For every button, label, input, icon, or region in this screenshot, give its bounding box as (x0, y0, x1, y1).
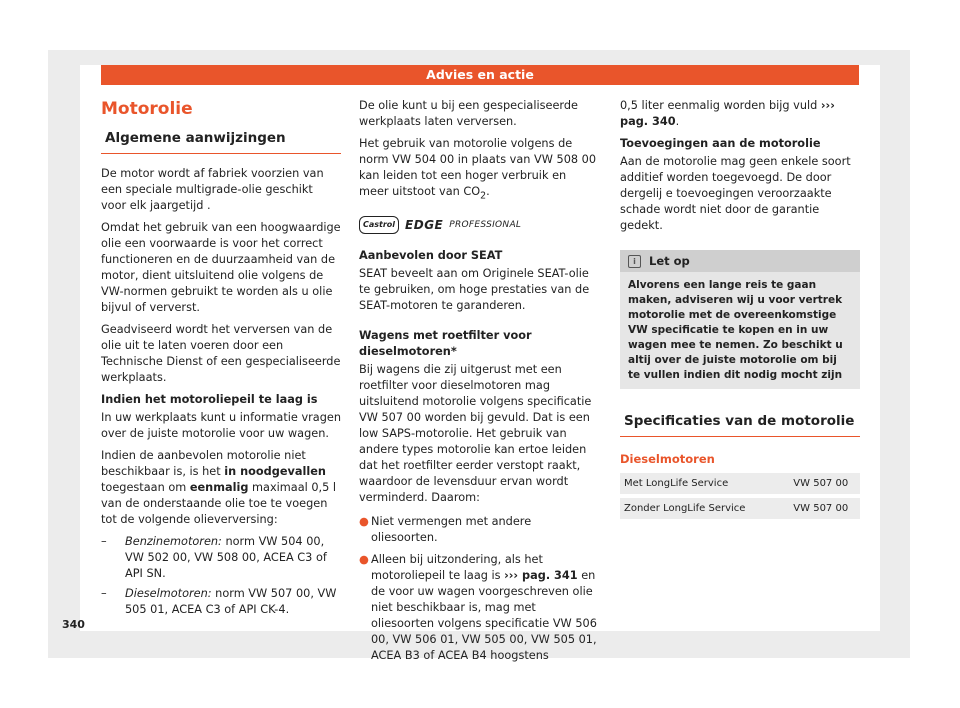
dash-marker: – (101, 587, 107, 600)
caution-note (620, 250, 860, 389)
paragraph-seat-oil: SEAT beveelt aan om Originele SEAT-olie te gebruiken, om hoge prestaties van de SEAT-motoren te garanderen. (359, 267, 590, 313)
column-middle (359, 98, 599, 670)
paragraph-co2: Het gebruik van motorolie volgens de norm VW 504 00 in plaats van VW 508 00 kan leiden tot een hoger verbruik en meer uitstoot van $CO_2$. (359, 137, 597, 202)
paragraph-workshop: In uw werkplaats kunt u informatie vragen over de juiste motorolie voor uw wagen. (101, 411, 341, 440)
section-heading-specs: Specificaties van de motorolie (620, 413, 860, 437)
castrol-edge-logo: Castrol EDGE PROFESSIONAL (359, 216, 599, 234)
page-title: Motorolie (101, 99, 193, 119)
table-cell-label: Zonder LongLife Service (620, 498, 782, 519)
page-number: 340 (62, 618, 85, 631)
subheading-particle-filter: Wagens met roetfilter voor dieselmotoren* (359, 329, 532, 359)
bullet-marker: ● (359, 515, 369, 529)
paragraph-intro: De motor wordt af fabriek voorzien van een speciale multigrade-olie geschikt voor elk jaargetijd . (101, 167, 324, 212)
paragraph-emergency: Indien de aanbevolen motorolie niet beschikbaar is, is het in noodgevallen toegestaan om eenmalig maximaal 0,5 l van de onderstaande olie toe te voegen tot de volgende olieverversing: (101, 449, 337, 526)
paragraph-filter: Bij wagens die zij uitgerust met een roetfilter voor dieselmotoren mag uitsluitend motorolie volgens specificatie VW 507 00 worden bij gevuld. Dat is een low SAPS-motorolie. Het gebruik van andere types motorolie kan ertoe leiden dat het roetfilter eerder verstopt raakt, waardoor de levensduur ervan wordt verminderd. Daarom: (359, 363, 592, 505)
table-row (620, 473, 860, 494)
subheading-additives: Toevoegingen aan de motorolie (620, 137, 821, 150)
table-cell-value: VW 507 00 (782, 498, 860, 519)
paragraph-continued: 0,5 liter eenmalig worden bijg vuld ››› pag. 340. (620, 99, 835, 128)
section-heading-general: Algemene aanwijzingen (101, 130, 341, 154)
list-item-petrol: – Benzinemotoren: norm VW 504 00, VW 502 00, VW 508 00, ACEA C3 of API SN. (101, 535, 327, 580)
subheading-recommended: Aanbevolen door SEAT (359, 249, 503, 263)
paragraph-workshop-change: De olie kunt u bij een gespecialiseerde werkplaats laten verversen. (359, 99, 578, 128)
caution-note-header: i Let op (620, 250, 860, 272)
dash-marker: – (101, 535, 107, 548)
column-right (620, 98, 860, 523)
paragraph-additives: Aan de motorolie mag geen enkele soort additief worden toegevoegd. De door dergelij e toevoegingen veroorzaakte schade wordt niet door de garantie gedekt. (620, 155, 851, 232)
table-cell-value: VW 507 00 (782, 473, 860, 494)
caution-note-body: Alvorens een lange reis te gaan maken, adviseren wij u voor vertrek motorolie met de overeenkomstige VW specificatie te kopen en in uw wagen mee te nemen. Zo beschikt u altij over de juiste motorolie om bij te vullen indien dit nodig mocht zijn (628, 279, 843, 381)
bullet-item-exception: ● Alleen bij uitzondering, als het motoroliepeil te laag is ››› pag. 341 en de voor uw wagen voorgeschreven olie niet beschikbaar is, mag met oliesoorten volgens specificatie VW 506 00, VW 506 01, VW 505 00, VW 505 01, ACEA B3 of ACEA B4 hoogstens (359, 553, 597, 663)
page-reference-link[interactable]: ››› pag. 341 (504, 569, 578, 583)
list-item-diesel: – Dieselmotoren: norm VW 507 00, VW 505 01, ACEA C3 of API CK-4. (101, 587, 337, 616)
info-icon: i (628, 255, 641, 268)
paragraph-advice: Geadviseerd wordt het verversen van de olie uit te laten voeren door een Technische Dienst of een gespecialiseerde werkplaats. (101, 323, 341, 384)
table-row (620, 498, 860, 519)
column-left (101, 98, 341, 622)
subheading-diesel: Dieselmotoren (620, 452, 715, 466)
subheading-low-level: Indien het motoroliepeil te laag is (101, 393, 318, 406)
bullet-item-no-mixing: ● Niet vermengen met andere oliesoorten. (359, 515, 532, 545)
spec-table (620, 469, 860, 523)
section-banner: Advies en actie (101, 65, 859, 85)
bullet-marker: ● (359, 553, 369, 567)
page-reference-link[interactable]: ››› pag. 340 (620, 99, 835, 128)
table-cell-label: Met LongLife Service (620, 473, 782, 494)
paragraph-quality: Omdat het gebruik van een hoogwaardige olie een voorwaarde is voor het correct functioneren en de duurzaamheid van de motor, dient uitsluitend olie volgens de VW-normen gebruikt te worden als u olie bijvul of ververst. (101, 221, 341, 314)
